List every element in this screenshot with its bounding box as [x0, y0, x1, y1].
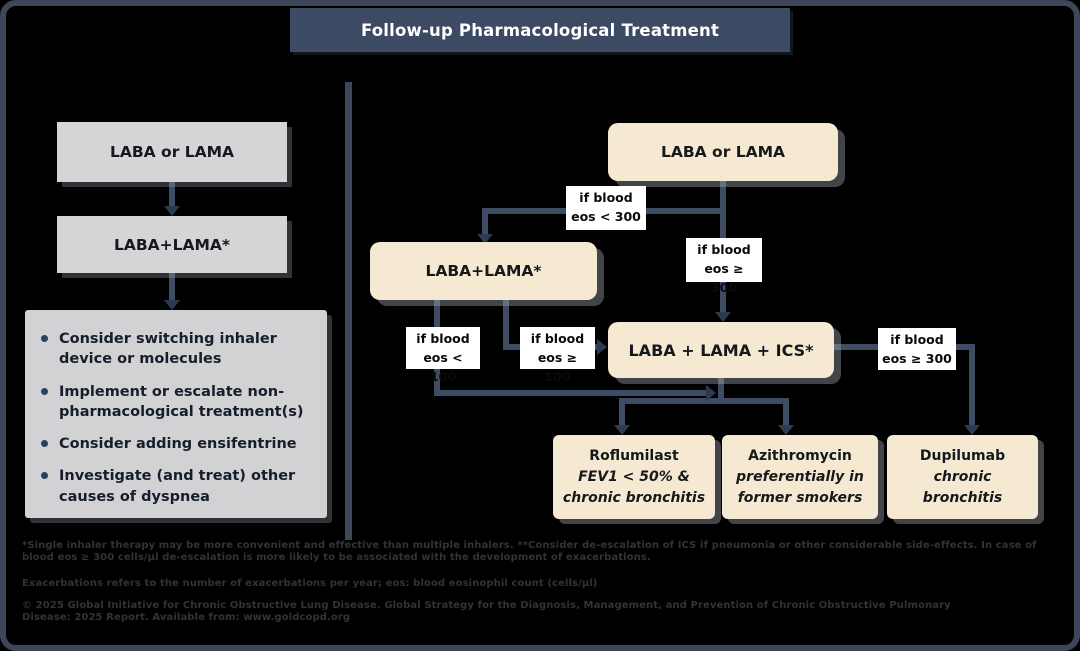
connector-eos-ge-300-vertical [969, 344, 975, 427]
advice-panel [25, 310, 327, 518]
connector-split-horizontal [619, 398, 789, 404]
left-box-laba-or-lama [57, 122, 287, 182]
left-arrow-2-icon [164, 300, 180, 310]
right-box-laba-lama [370, 242, 597, 300]
label-line: eos < 100 [423, 349, 463, 384]
right-box-laba-or-lama-label: LABA or LAMA [660, 143, 786, 161]
advice-text: Consider switching inhaler device or molecules [59, 331, 277, 368]
arrow-roflumilast-icon [614, 425, 630, 435]
right-connector-branch-vertical [482, 208, 488, 236]
left-box-laba-or-lama-label: LABA or LAMA [109, 143, 235, 161]
option-box-roflumilast [553, 435, 715, 519]
label-eos-lt-300 [566, 186, 646, 230]
section-divider [345, 82, 352, 540]
label-line: eos ≥ 100 [537, 349, 578, 384]
arrow-eos-lt-100-icon [706, 385, 716, 401]
left-box-laba-lama-label: LABA+LAMA* [113, 235, 231, 254]
drug-name: Dupilumab [919, 447, 1006, 464]
advice-text: Implement or escalate non-pharmacological treatment(s) [59, 383, 304, 420]
drug-criteria: bronchitis [922, 489, 1003, 506]
connector-drop-azithromycin [783, 398, 789, 427]
bullet-icon [41, 472, 48, 479]
right-box-laba-lama-ics-label: LABA + LAMA + ICS* [628, 340, 814, 360]
bullet-icon [41, 440, 48, 447]
label-line: eos < 300 [571, 208, 641, 224]
connector-eos-ge-100-vertical [503, 300, 509, 350]
advice-item [41, 466, 313, 507]
advice-text: Investigate (and treat) other causes of dyspnea [59, 468, 296, 505]
label-eos-ge-300-right [878, 328, 956, 370]
label-line: if blood [890, 332, 944, 347]
option-box-azithromycin [722, 435, 878, 519]
left-box-laba-lama [57, 216, 287, 273]
arrow-eos-ge-100-icon [597, 339, 607, 355]
right-box-laba-or-lama [608, 123, 838, 181]
drug-criteria: chronic [933, 468, 992, 485]
drug-name: Roflumilast [589, 447, 679, 464]
label-line: if blood [530, 331, 585, 346]
option-box-dupilumab [887, 435, 1038, 519]
arrow-dupilumab-icon [964, 425, 980, 435]
left-arrow-1-icon [164, 206, 180, 216]
drug-criteria: former smokers [737, 489, 863, 506]
label-line: if blood [697, 242, 751, 257]
advice-text: Consider adding ensifentrine [59, 436, 297, 453]
right-arrow-to-triple-icon [715, 312, 731, 322]
label-eos-ge-300 [686, 238, 762, 295]
label-line: eos ≥ 300 [882, 350, 952, 366]
drug-criteria: chronic bronchitis [562, 489, 706, 506]
bullet-icon [41, 335, 48, 342]
label-line: if blood [416, 331, 470, 346]
advice-item [41, 382, 313, 423]
page-title-text: Follow-up Pharmacological Treatment [360, 20, 720, 40]
connector-eos-lt-100-horizontal [434, 390, 706, 396]
left-connector-2 [169, 273, 175, 302]
bullet-icon [41, 388, 48, 395]
footnote-asterisks: *Single inhaler therapy may be more convenient and effective than multiple inhalers. **Consider de-escalation of ICS if pneumonia or other considerable side-effects. In case of blood eos ≥ 300 cells/µl de-escalation is more likely to be associated with the development of exacerbations. [22, 540, 1037, 563]
advice-item [41, 329, 313, 370]
label-eos-ge-100 [520, 327, 595, 384]
label-eos-lt-100 [406, 327, 480, 384]
advice-item [41, 434, 313, 454]
drug-criteria: FEV1 < 50% & [578, 468, 690, 485]
drug-name: Azithromycin [748, 447, 852, 464]
footnote-definition: Exacerbations refers to the number of exacerbations per year; eos: blood eosinophil count (cells/µl) [22, 578, 598, 589]
right-box-laba-lama-ics [608, 322, 834, 378]
arrow-azithromycin-icon [778, 425, 794, 435]
connector-drop-roflumilast [619, 398, 625, 427]
right-box-laba-lama-label: LABA+LAMA* [425, 262, 542, 280]
footnote-citation: © 2025 Global Initiative for Chronic Obstructive Lung Disease. Global Strategy for the Diagnosis, Management, and Prevention of Chronic Obstructive Pulmonary Disease: 2025 Report. Available from: www.goldcopd.org [22, 600, 951, 623]
page-title [290, 8, 790, 52]
label-line: eos ≥ 300 [704, 260, 744, 295]
label-line: if blood [579, 190, 633, 205]
left-connector-1 [169, 182, 175, 208]
drug-criteria: preferentially in [736, 468, 864, 485]
